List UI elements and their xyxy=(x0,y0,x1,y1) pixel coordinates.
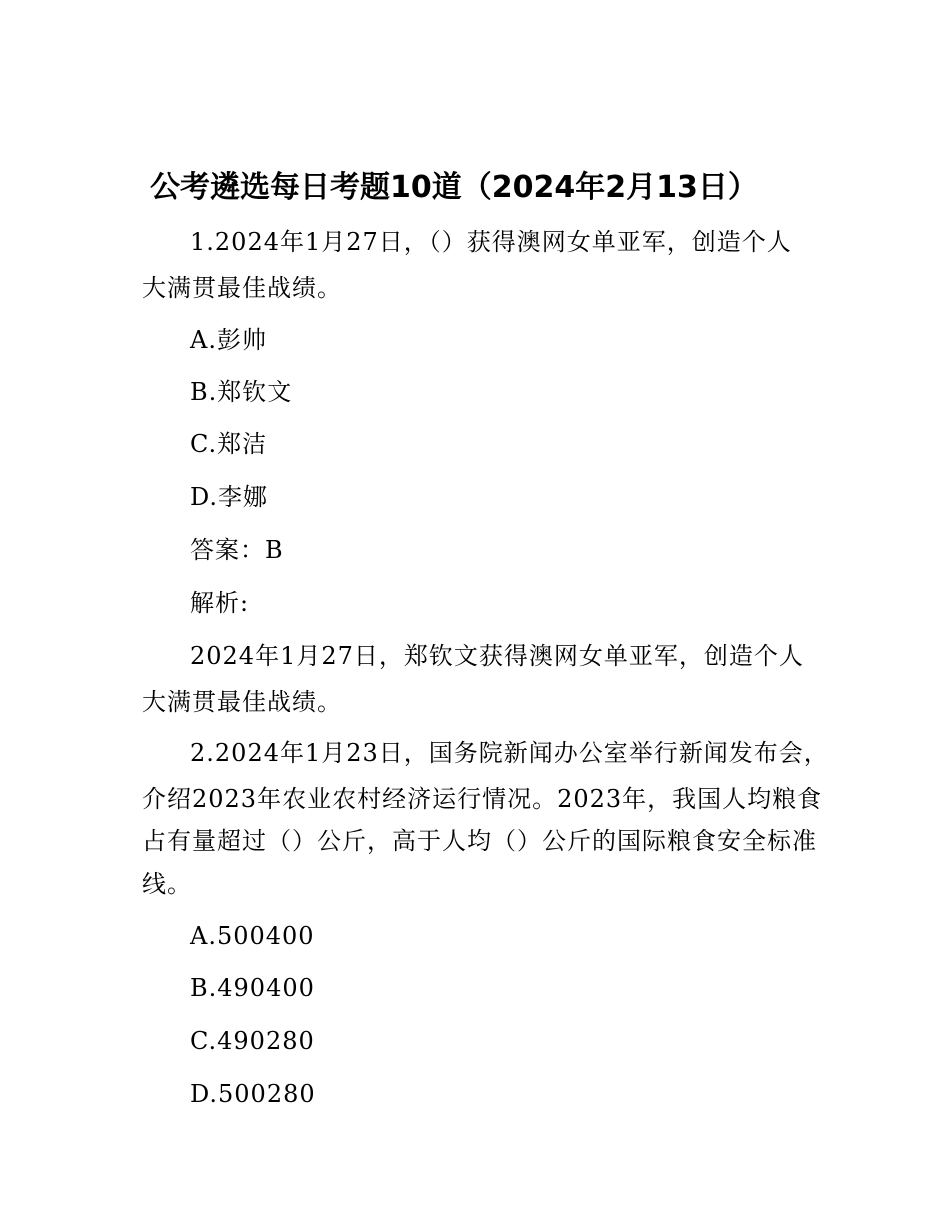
q1-option-c: C.郑洁 xyxy=(190,430,268,458)
q2-option-a: A.500400 xyxy=(190,922,315,950)
q2-option-d: D.500280 xyxy=(190,1080,316,1108)
q2-stem-line-1: 2.2024年1月23日，国务院新闻办公室举行新闻发布会， xyxy=(190,739,829,767)
q1-analysis-label: 解析: xyxy=(190,589,250,617)
q1-answer: 答案：B xyxy=(190,536,284,564)
q2-stem-line-3: 占有量超过（）公斤，高于人均（）公斤的国际粮食安全标准 xyxy=(142,827,817,855)
q1-option-a: A.彭帅 xyxy=(190,326,267,354)
q2-option-c: C.490280 xyxy=(190,1027,315,1055)
q2-option-b: B.490400 xyxy=(190,974,315,1002)
q2-stem-line-2: 介绍2023年农业农村经济运行情况。2023年，我国人均粮食 xyxy=(142,785,823,813)
q1-stem-line-2: 大满贯最佳战绩。 xyxy=(142,274,342,302)
q1-analysis-line-2: 大满贯最佳战绩。 xyxy=(142,688,342,716)
q1-analysis-line-1: 2024年1月27日，郑钦文获得澳网女单亚军，创造个人 xyxy=(190,642,804,670)
document-title: 公考遴选每日考题10道（2024年2月13日） xyxy=(150,170,758,205)
q2-stem-line-4: 线。 xyxy=(142,870,192,898)
q1-option-b: B.郑钦文 xyxy=(190,378,293,406)
q1-option-d: D.李娜 xyxy=(190,483,269,511)
q1-stem-line-1: 1.2024年1月27日，（）获得澳网女单亚军，创造个人 xyxy=(190,228,792,256)
